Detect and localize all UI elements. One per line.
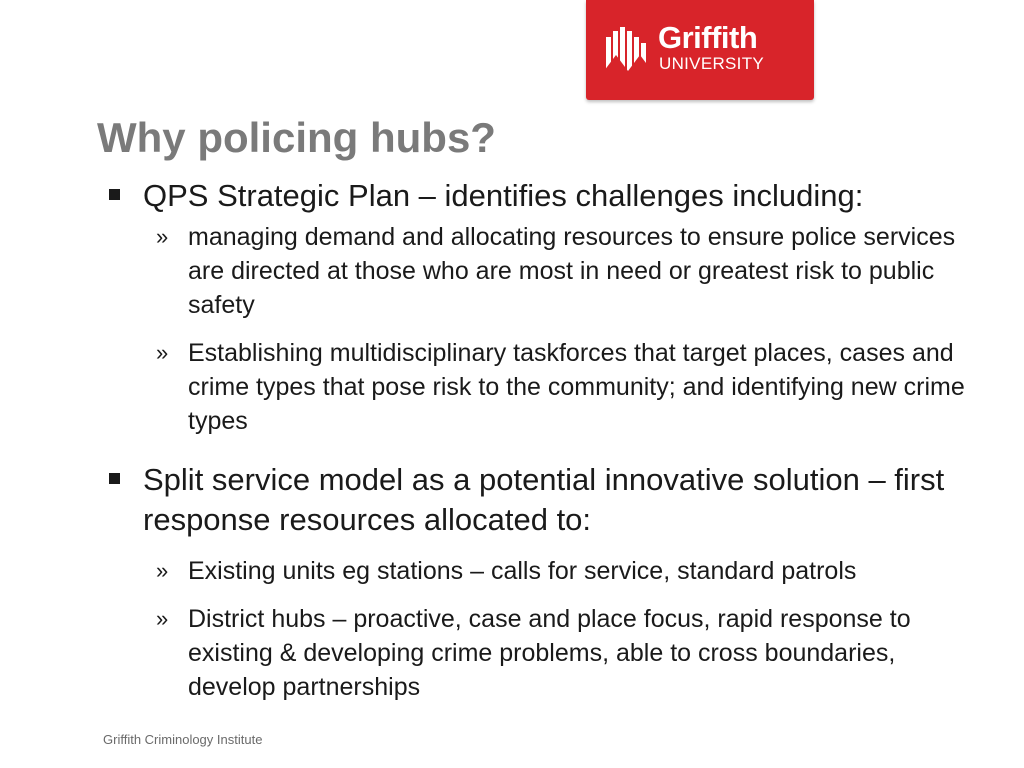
chevron-bullet-icon: » xyxy=(156,606,169,631)
bullet-split-service-model xyxy=(100,460,980,540)
sub-bullet-text: managing demand and allocating resources to ensure police services are directed at those who are most in need or greatest risk to public safety xyxy=(188,223,956,319)
chevron-bullet-icon: » xyxy=(156,558,169,583)
logo-wordmark: Griffith xyxy=(658,20,758,55)
bullet-list xyxy=(100,176,980,704)
slide-title: Why policing hubs? xyxy=(97,114,496,161)
logo-subtitle: UNIVERSITY xyxy=(659,54,765,73)
griffith-university-logo xyxy=(586,0,814,100)
bullet-text: QPS Strategic Plan – identifies challenges including: xyxy=(143,178,864,213)
griffith-university-logo-icon xyxy=(604,25,652,73)
chevron-bullet-icon: » xyxy=(156,340,169,365)
bullet-qps-strategic-plan xyxy=(100,176,980,216)
sub-bullet-existing-units xyxy=(100,554,980,588)
sub-bullet-managing-demand xyxy=(100,220,980,322)
square-bullet-icon xyxy=(109,189,120,200)
sub-bullet-district-hubs xyxy=(100,602,980,704)
sub-bullet-text: Existing units eg stations – calls for service, standard patrols xyxy=(188,557,857,585)
footer-institute: Griffith Criminology Institute xyxy=(103,732,263,747)
bullet-text: Split service model as a potential innovative solution – first response resources allocated to: xyxy=(143,462,945,537)
sub-bullet-text: District hubs – proactive, case and place focus, rapid response to existing & developing crime problems, able to cross boundaries, develop partnerships xyxy=(188,605,911,701)
sub-bullet-text: Establishing multidisciplinary taskforces that target places, cases and crime types that pose risk to the community; and identifying new crime types xyxy=(188,339,965,435)
square-bullet-icon xyxy=(109,473,120,484)
chevron-bullet-icon: » xyxy=(156,224,169,249)
sub-bullet-taskforces xyxy=(100,336,980,438)
